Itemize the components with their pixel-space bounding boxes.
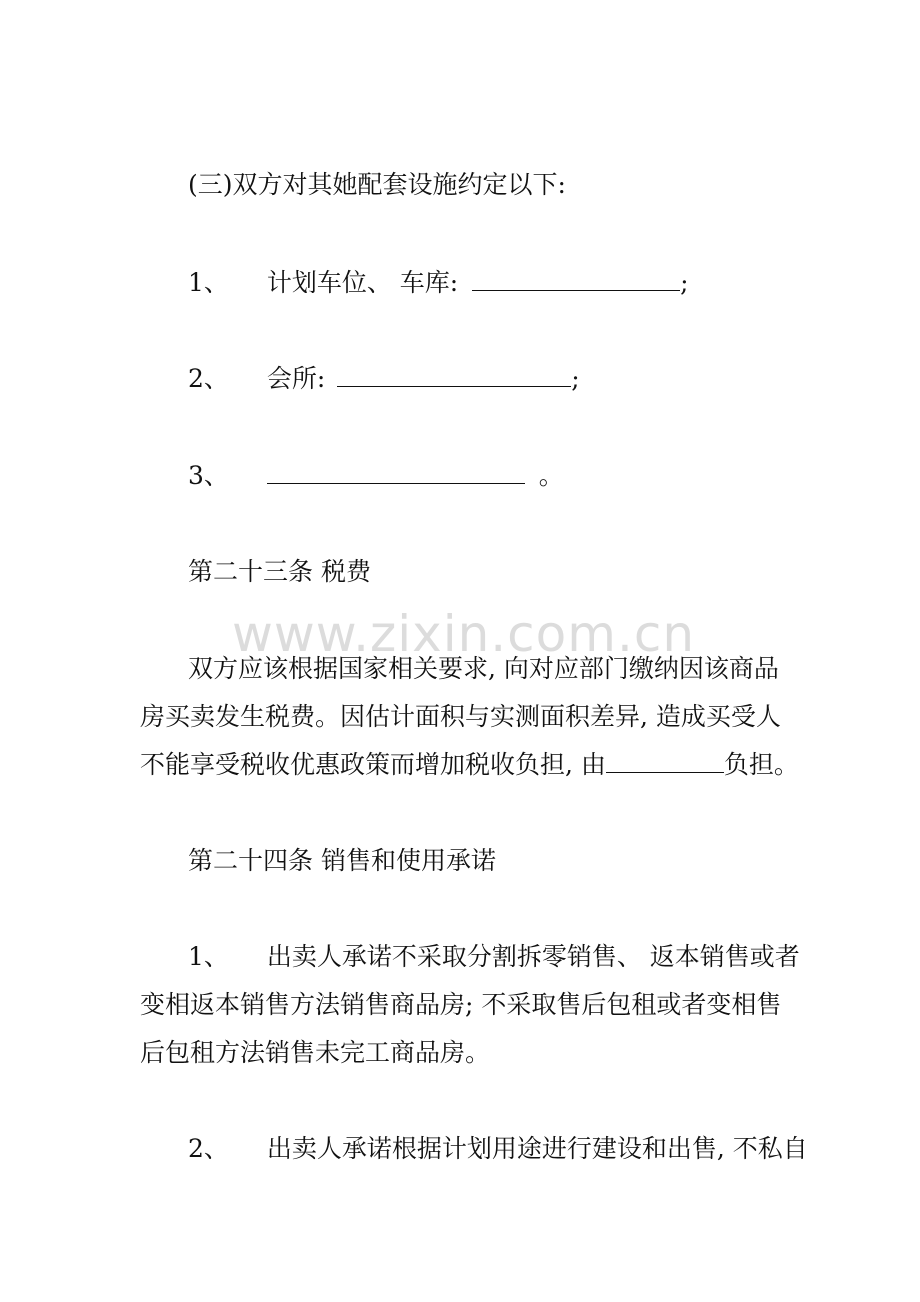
item-end-mark: ; (680, 268, 689, 297)
fill-in-blank[interactable] (337, 364, 571, 387)
item-text: 出卖人承诺根据计划用途进行建设和出售, 不私自 (266, 1134, 808, 1163)
item-number: 1、 (188, 942, 229, 971)
article-24-heading: 第二十四条 销售和使用承诺 (188, 846, 496, 875)
item-number: 3、 (188, 461, 229, 490)
text-segment: 不能享受税收优惠政策而增加税收负担, 由 (140, 750, 606, 779)
article-24-item-1-line-1 (188, 942, 800, 972)
item-other (188, 461, 564, 491)
item-clubhouse (188, 364, 580, 394)
item-number: 1、 (188, 268, 229, 297)
article-23-text-line-2: 房买卖发生税费。因估计面积与实测面积差异, 造成买受人 (140, 702, 781, 731)
article-24-item-2-line-1 (188, 1134, 808, 1164)
article-23-text-line-3 (140, 750, 799, 780)
article-23-text-line-1: 双方应该根据国家相关要求, 向对应部门缴纳因该商品 (188, 654, 779, 683)
item-label: 计划车位、 车库: (266, 268, 459, 297)
text-segment: 负担。 (723, 750, 799, 779)
item-label: 会所: (266, 364, 326, 393)
watermark: www.zixin.com.cn (232, 605, 696, 663)
item-end-mark: ; (571, 364, 580, 393)
article-24-item-1-line-3: 后包租方法销售未完工商品房。 (140, 1038, 491, 1067)
item-number: 2、 (188, 1134, 229, 1163)
fill-in-blank[interactable] (267, 461, 525, 484)
item-text: 出卖人承诺不采取分割拆零销售、 返本销售或者 (266, 942, 800, 971)
article-24-item-1-line-2: 变相返本销售方法销售商品房; 不采取售后包租或者变相售 (140, 990, 782, 1019)
item-end-mark: 。 (538, 461, 564, 490)
article-23-heading: 第二十三条 税费 (188, 557, 371, 586)
item-parking (188, 268, 689, 298)
item-number: 2、 (188, 364, 229, 393)
paragraph-heading-other-facilities: (三)双方对其她配套设施约定以下: (188, 170, 566, 199)
fill-in-blank[interactable] (606, 750, 724, 773)
fill-in-blank[interactable] (472, 268, 680, 291)
